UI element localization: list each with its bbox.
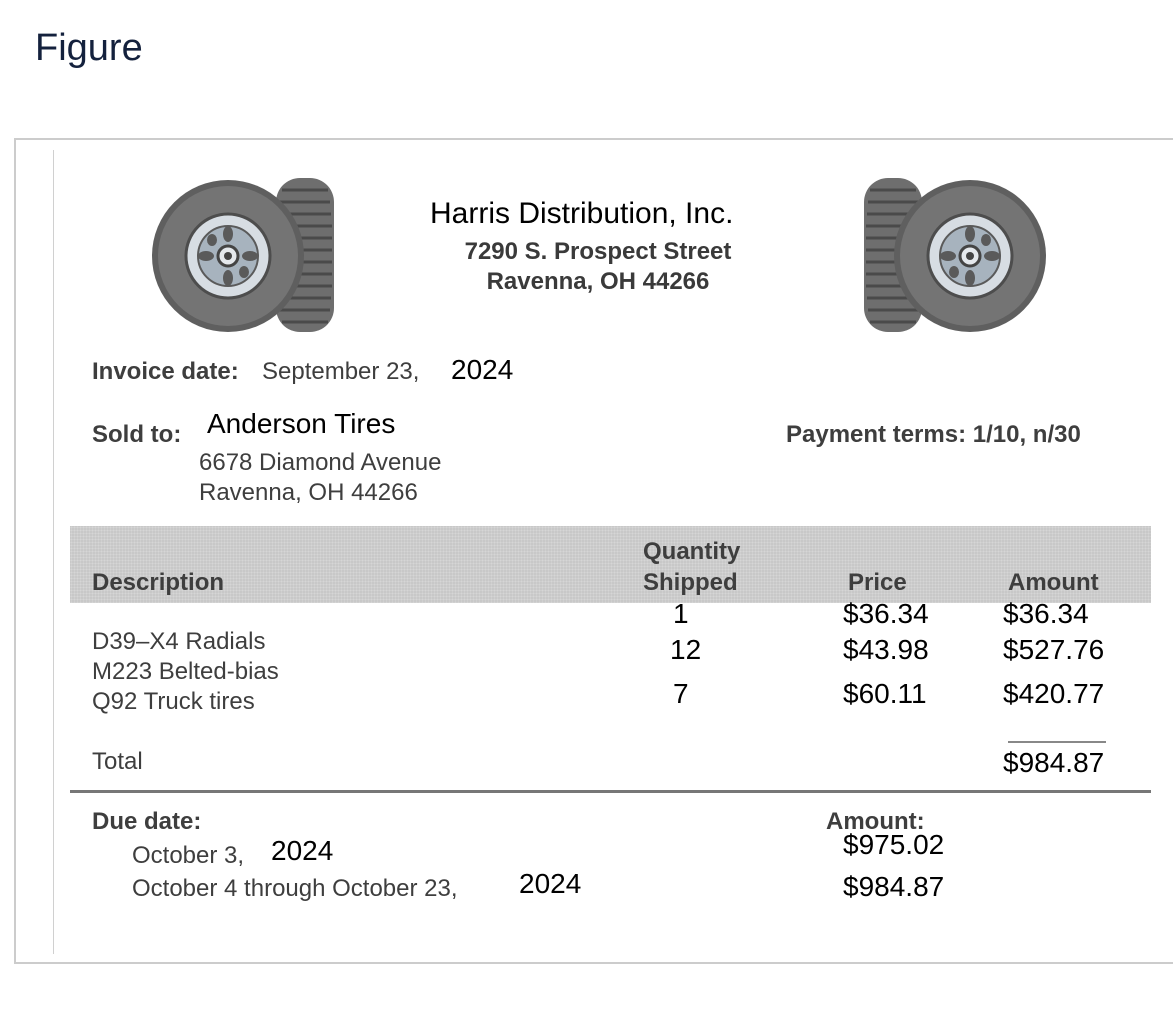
due-line2-amount: $984.87 [843, 871, 945, 902]
sold-to-street: 6678 Diamond Avenue [199, 449, 442, 476]
header-quantity-line1: Quantity [643, 538, 741, 565]
invoice-date-year: 2024 [451, 354, 514, 385]
total-label: Total [92, 748, 143, 775]
header-quantity-line2: Shipped [643, 569, 738, 596]
due-line1-year: 2024 [271, 835, 334, 866]
row3-amount: $420.77 [1003, 678, 1105, 709]
figure-heading: Figure [35, 27, 143, 69]
company-street: 7290 S. Prospect Street [464, 238, 732, 265]
company-name: Harris Distribution, Inc. [430, 197, 734, 230]
row3-description: Q92 Truck tires [92, 688, 255, 715]
row1-amount: $36.34 [1003, 598, 1089, 629]
row3-price: $60.11 [843, 678, 927, 709]
row1-description: D39–X4 Radials [92, 628, 266, 655]
row2-price: $43.98 [843, 634, 929, 665]
sold-to-label: Sold to: [92, 421, 182, 448]
row1-quantity: 1 [673, 598, 689, 629]
due-line1-text: October 3, [132, 842, 245, 869]
due-date-label: Due date: [92, 808, 202, 835]
payment-terms: Payment terms: 1/10, n/30 [786, 421, 1081, 448]
total-divider [70, 790, 1151, 793]
row2-quantity: 12 [670, 634, 702, 665]
table-header-band [70, 526, 1151, 603]
header-price: Price [848, 569, 907, 596]
header-amount: Amount [1008, 569, 1099, 596]
company-city: Ravenna, OH 44266 [486, 268, 710, 295]
due-line2-text: October 4 through October 23, [132, 875, 458, 902]
row2-amount: $527.76 [1003, 634, 1105, 665]
invoice-date-month-day: September 23, [262, 358, 420, 385]
row3-quantity: 7 [673, 678, 689, 709]
row1-price: $36.34 [843, 598, 929, 629]
total-amount: $984.87 [1003, 747, 1105, 778]
due-line2-year: 2024 [519, 868, 582, 899]
due-amount-label: Amount: [826, 808, 925, 835]
header-description: Description [92, 569, 225, 596]
due-line1-amount: $975.02 [843, 829, 945, 860]
sum-rule [1008, 741, 1106, 743]
row2-description: M223 Belted-bias [92, 658, 279, 685]
invoice-date-label: Invoice date: [92, 358, 239, 385]
sold-to-city: Ravenna, OH 44266 [199, 479, 418, 506]
sold-to-name: Anderson Tires [207, 408, 396, 439]
